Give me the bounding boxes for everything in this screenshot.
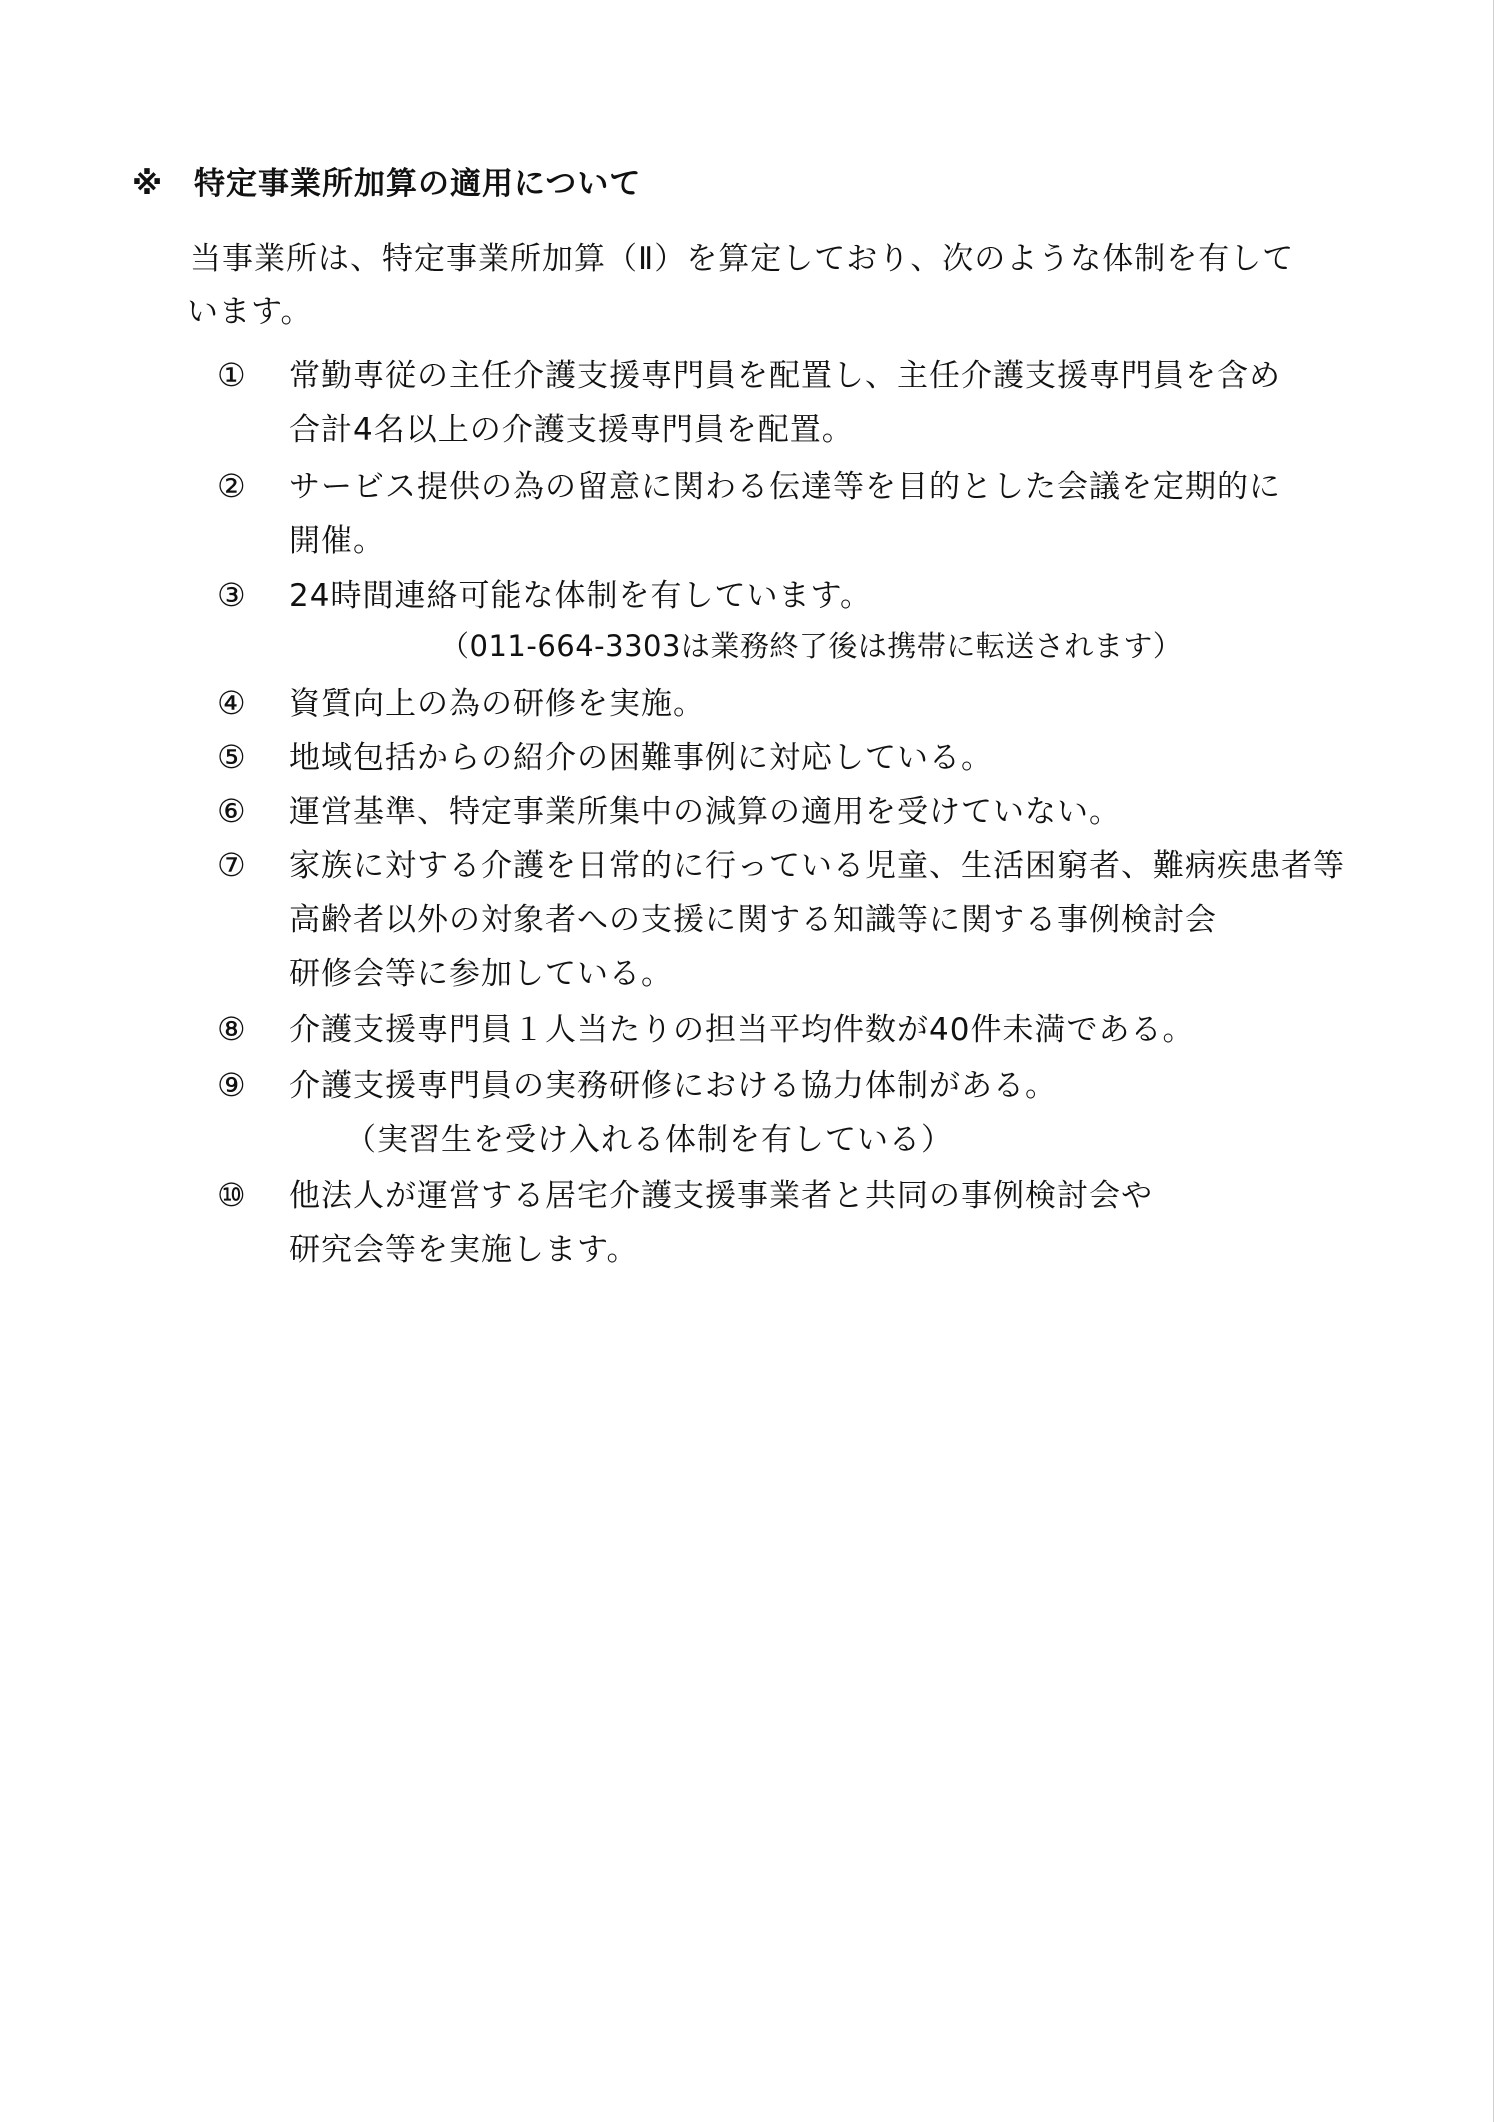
item-text: 他法人が運営する居宅介護支援事業者と共同の事例検討会や: [289, 1178, 1153, 1214]
list-item-2-continuation: 開催。: [289, 523, 385, 559]
item-text: 運営基準、特定事業所集中の減算の適用を受けていない。: [289, 794, 1121, 830]
list-item-2: [217, 461, 1281, 506]
list-item-1-continuation: 合計4名以上の介護支援専門員を配置。: [289, 412, 854, 448]
item-text: サービス提供の為の留意に関わる伝達等を目的とした会議を定期的に: [289, 469, 1281, 505]
list-item-9: [217, 1060, 1057, 1105]
item-text: 資質向上の為の研修を実施。: [289, 686, 705, 722]
section-heading: [132, 158, 641, 203]
item-number: ⑩: [217, 1176, 247, 1214]
item-number: ⑦: [217, 846, 247, 884]
list-item-3: [217, 570, 872, 615]
item-number: ③: [217, 576, 247, 614]
item-text: 介護支援専門員１人当たりの担当平均件数が40件未満である。: [289, 1012, 1195, 1048]
item-text: 介護支援専門員の実務研修における協力体制がある。: [289, 1068, 1057, 1104]
list-item-10: [217, 1170, 1153, 1215]
item-text: 地域包括からの紹介の困難事例に対応している。: [289, 740, 993, 776]
list-item-5: [217, 732, 993, 777]
item-number: ④: [217, 684, 247, 722]
list-item-3-note: （011-664-3303は業務終了後は携帯に転送されます）: [440, 629, 1183, 663]
list-item-4: [217, 678, 705, 723]
list-item-7-continuation: 研修会等に参加している。: [289, 956, 673, 992]
item-number: ⑨: [217, 1066, 247, 1104]
item-text: 24時間連絡可能な体制を有しています。: [289, 578, 872, 614]
heading-title: 特定事業所加算の適用について: [194, 166, 642, 202]
item-number: ①: [217, 356, 247, 394]
scan-edge-line: [1493, 0, 1494, 2122]
list-item-10-continuation: 研究会等を実施します。: [289, 1232, 639, 1268]
list-item-9-note: （実習生を受け入れる体制を有している）: [345, 1122, 953, 1158]
item-number: ⑥: [217, 792, 247, 830]
list-item-7: [217, 840, 1345, 885]
list-item-7-continuation: 高齢者以外の対象者への支援に関する知識等に関する事例検討会: [289, 902, 1217, 938]
item-number: ⑤: [217, 738, 247, 776]
item-text: 常勤専従の主任介護支援専門員を配置し、主任介護支援専門員を含め: [289, 358, 1281, 394]
intro-paragraph-line1: 当事業所は、特定事業所加算（Ⅱ）を算定しており、次のような体制を有して: [190, 241, 1295, 277]
item-number: ②: [217, 467, 247, 505]
item-number: ⑧: [217, 1010, 247, 1048]
list-item-6: [217, 786, 1121, 831]
list-item-8: [217, 1004, 1194, 1049]
reference-mark: ※: [132, 166, 164, 202]
item-text: 家族に対する介護を日常的に行っている児童、生活困窮者、難病疾患者等: [289, 848, 1345, 884]
list-item-1: [217, 350, 1281, 395]
intro-paragraph-line2: います。: [187, 294, 313, 330]
